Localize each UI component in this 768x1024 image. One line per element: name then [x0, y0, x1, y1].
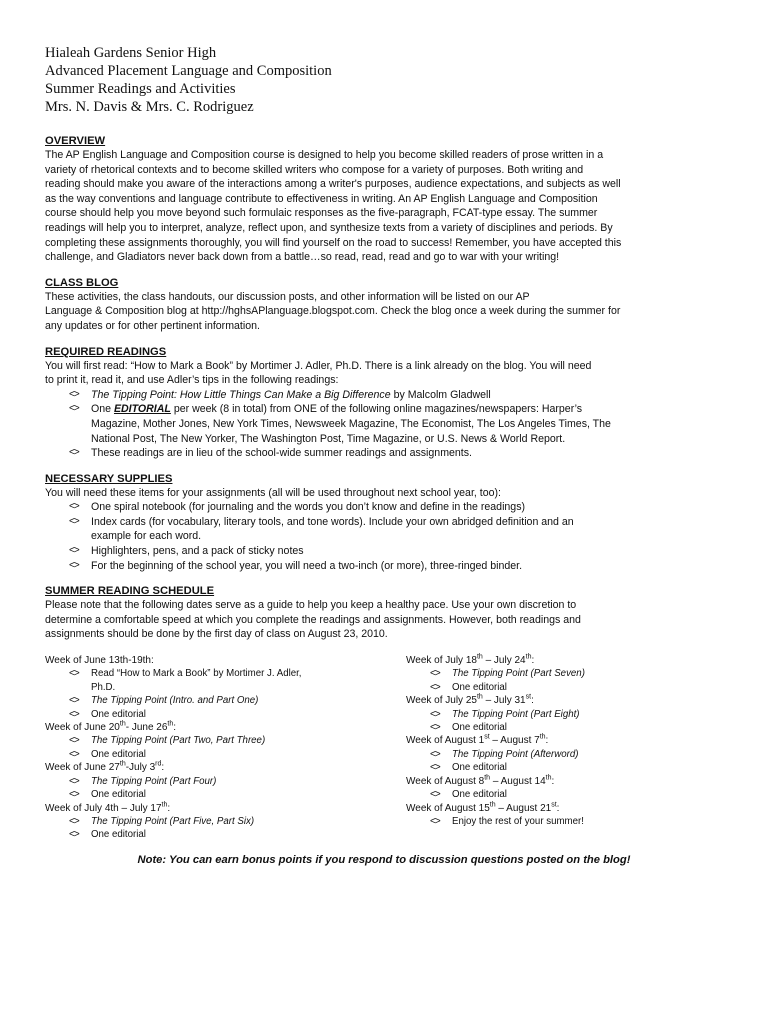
overview-line: challenge, and Gladiators never back down from a battle…so read, read, read and go to war with your writing!	[45, 251, 560, 264]
teacher-names: Mrs. N. Davis & Mrs. C. Rodriguez	[45, 99, 254, 115]
schedule-intro-line: assignments should be done by the first day of class on August 23, 2010.	[45, 628, 388, 641]
week-list	[406, 788, 722, 801]
bullet-icon: <>	[69, 815, 79, 827]
item-text: One editorial	[91, 748, 146, 760]
bullet-icon: <>	[430, 815, 440, 827]
bullet-icon: <>	[69, 559, 79, 571]
week-list	[45, 667, 406, 721]
bullet-icon: <>	[69, 403, 79, 415]
week-list	[406, 667, 722, 694]
bullet-icon: <>	[69, 789, 79, 801]
bullet-icon: <>	[430, 722, 440, 734]
document-header	[45, 44, 723, 116]
bullet-icon: <>	[430, 789, 440, 801]
item-text: example for each word.	[91, 530, 202, 543]
bullet-icon: <>	[69, 515, 79, 527]
list-item	[430, 788, 722, 801]
required-readings-heading: REQUIRED READINGS	[45, 345, 167, 358]
list-item	[69, 559, 723, 574]
item-text: One editorial	[91, 708, 146, 720]
list-item	[69, 388, 723, 403]
school-name: Hialeah Gardens Senior High	[45, 45, 217, 61]
document-page	[45, 44, 723, 877]
list-item	[69, 815, 406, 828]
item-text: The Tipping Point (Part Five, Part Six)	[91, 815, 255, 827]
bullet-icon: <>	[69, 668, 79, 680]
overview-line: course should help you move beyond such formulaic responses as the five-paragraph, FCAT-type essay. The summer	[45, 207, 598, 220]
bullet-icon: <>	[430, 762, 440, 774]
list-item	[430, 748, 722, 761]
item-text: One editorial	[452, 789, 507, 801]
book-author: by Malcolm Gladwell	[390, 388, 491, 401]
necessary-supplies-heading: NECESSARY SUPPLIES	[45, 472, 173, 485]
schedule-intro-line: Please note that the following dates serve as a guide to help you keep a healthy pace. Use your own discretion to	[45, 599, 577, 612]
bullet-icon: <>	[69, 388, 79, 400]
list-item	[69, 788, 406, 801]
week-heading: Week of August 1st – August 7th:	[406, 734, 549, 747]
schedule-intro-line: determine a comfortable speed at which you complete the readings and assignments. However, both readings and	[45, 613, 581, 626]
list-item	[69, 544, 723, 559]
readings-intro-line: You will first read: “How to Mark a Book” by Mortimer J. Adler, Ph.D. There is a link already on the blog. You will need	[45, 359, 592, 372]
item-text: The Tipping Point (Intro. and Part One)	[91, 695, 259, 707]
overview-line: The AP English Language and Composition course is designed to help you become skilled readers of prose written in a	[45, 149, 604, 161]
week-heading: Week of August 8th – August 14th:	[406, 774, 555, 787]
week-heading: Week of August 15th – August 21st:	[406, 801, 560, 814]
item-text: One editorial	[452, 722, 507, 734]
list-item	[430, 815, 722, 828]
item-text: The Tipping Point (Part Seven)	[452, 668, 585, 680]
bullet-icon: <>	[69, 501, 79, 513]
bullet-icon: <>	[69, 447, 79, 459]
bullet-icon: <>	[430, 708, 440, 720]
schedule-columns	[45, 654, 723, 842]
bonus-note: Note: You can earn bonus points if you respond to discussion questions posted on the blog!	[137, 853, 631, 866]
item-text: These readings are in lieu of the school-wide summer readings and assignments.	[91, 447, 472, 460]
bullet-icon: <>	[430, 681, 440, 693]
item-text: Read “How to Mark a Book” by Mortimer J. Adler,	[91, 668, 302, 680]
bullet-icon: <>	[69, 829, 79, 841]
overview-line: completing these assignments thoroughly, you will find yourself on the road to success! Remember, you have accepted this	[45, 236, 622, 249]
course-name: Advanced Placement Language and Composition	[45, 63, 332, 79]
bullet-icon: <>	[69, 545, 79, 557]
blog-line: These activities, the class handouts, our discussion posts, and other information will be listed on our AP	[45, 290, 530, 303]
week-list	[45, 734, 406, 761]
item-text: Magazine, Mother Jones, New York Times, Newsweek Magazine, The Economist, The Los Angeles Times, The	[91, 417, 611, 430]
overview-paragraph	[45, 148, 723, 265]
list-item	[69, 500, 723, 515]
schedule-heading: SUMMER READING SCHEDULE	[45, 585, 215, 598]
list-item	[430, 667, 722, 680]
list-item	[69, 748, 406, 761]
item-text: One editorial	[452, 762, 507, 774]
list-item	[69, 775, 406, 788]
overview-heading: OVERVIEW	[45, 135, 106, 147]
schedule-left-column	[45, 654, 406, 842]
item-text: Enjoy the rest of your summer!	[452, 815, 584, 827]
readings-list	[45, 388, 723, 461]
item-text: One	[91, 403, 114, 416]
overview-line: variety of rhetorical contexts and to become skilled writers who compose for a variety of purposes. Both writing and	[45, 163, 584, 176]
item-text: One editorial	[91, 829, 146, 841]
blog-line: any updates or for other pertinent information.	[45, 319, 260, 332]
bullet-icon: <>	[430, 668, 440, 680]
supplies-intro: You will need these items for your assignments (all will be used throughout next school year, too):	[45, 486, 501, 499]
item-text: One editorial	[91, 789, 146, 801]
overview-line: reading should make you aware of the interactions among a writer's purposes, audience expectations, and subjects as well	[45, 178, 621, 191]
item-text: The Tipping Point (Part Four)	[91, 775, 217, 787]
list-item	[69, 402, 723, 446]
list-item	[430, 681, 722, 694]
overview-line: readings will help you to interpret, analyze, reflect upon, and synthesize texts from a variety of disciplines and periods. By	[45, 221, 613, 234]
item-text: For the beginning of the school year, you will need a two-inch (or more), three-ringed binder.	[91, 559, 523, 572]
list-item	[69, 667, 406, 694]
week-list	[406, 748, 722, 775]
list-item	[430, 708, 722, 721]
document-subtitle: Summer Readings and Activities	[45, 81, 236, 97]
list-item	[69, 446, 723, 461]
blog-line: Language & Composition blog at http://hghsAPlanguage.blogspot.com. Check the blog once a week during the summer for	[45, 305, 621, 318]
list-item	[430, 761, 722, 774]
week-heading: Week of July 25th – July 31st:	[406, 693, 534, 707]
week-heading: Week of July 18th – July 24th:	[406, 653, 535, 667]
bullet-icon: <>	[69, 748, 79, 760]
item-text: One editorial	[452, 681, 507, 693]
week-list	[45, 815, 406, 842]
bullet-icon: <>	[69, 695, 79, 707]
bullet-icon: <>	[69, 735, 79, 747]
item-text: The Tipping Point (Part Two, Part Three)	[91, 735, 266, 747]
bullet-icon: <>	[69, 708, 79, 720]
item-text: Ph.D.	[91, 681, 116, 693]
editorial-emphasis: EDITORIAL	[113, 403, 171, 416]
week-list	[406, 708, 722, 735]
supplies-list	[45, 500, 723, 573]
item-text: per week (8 in total) from ONE of the following online magazines/newspapers: Harper’s	[170, 403, 583, 416]
item-text: The Tipping Point (Afterword)	[452, 748, 579, 760]
list-item	[69, 828, 406, 841]
list-item	[69, 515, 723, 544]
list-item	[69, 734, 406, 747]
overview-line: as the way conventions and language contribute to effectiveness in writing. An AP English Language and Composition	[45, 192, 598, 205]
item-text: National Post, The New Yorker, The Washington Post, Time Magazine, or U.S. News & World Report.	[91, 432, 566, 445]
week-heading: Week of June 13th-19th:	[45, 655, 154, 667]
week-list	[406, 815, 722, 828]
list-item	[69, 694, 406, 707]
item-text: The Tipping Point (Part Eight)	[452, 708, 580, 720]
class-blog-paragraph	[45, 290, 723, 334]
week-heading: Week of June 20th- June 26th:	[45, 720, 177, 734]
item-text: Highlighters, pens, and a pack of sticky notes	[91, 545, 304, 558]
list-item	[69, 708, 406, 721]
list-item	[430, 721, 722, 734]
week-heading: Week of June 27th-July 3rd:	[45, 760, 165, 774]
week-heading: Week of July 4th – July 17th:	[45, 801, 171, 814]
item-text: Index cards (for vocabulary, literary tools, and tone words). Include your own abridged definition and an	[91, 515, 574, 528]
book-title: The Tipping Point: How Little Things Can Make a Big Difference	[91, 388, 391, 401]
bullet-icon: <>	[69, 775, 79, 787]
week-list	[45, 775, 406, 802]
item-text: One spiral notebook (for journaling and the words you don’t know and define in the readings)	[91, 501, 526, 514]
readings-intro-line: to print it, read it, and use Adler’s tips in the following readings:	[45, 374, 339, 387]
class-blog-heading: CLASS BLOG	[45, 276, 119, 289]
bullet-icon: <>	[430, 748, 440, 760]
schedule-right-column	[406, 654, 722, 842]
